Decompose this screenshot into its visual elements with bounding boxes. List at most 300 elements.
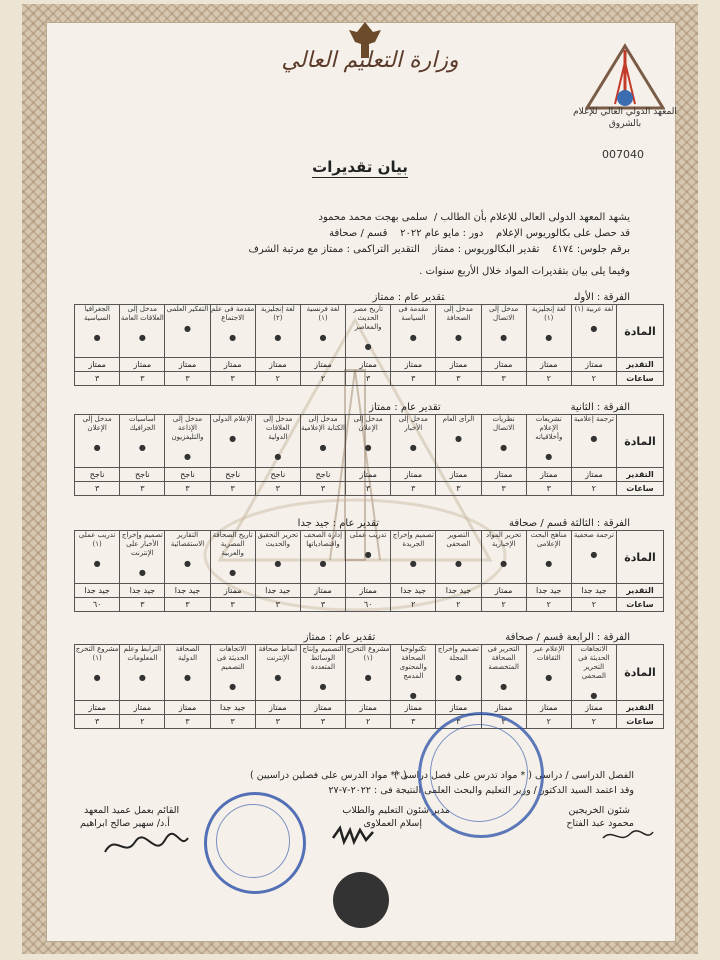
- hours-cell: ٣: [75, 715, 120, 729]
- note-two-semesters: ( ** مواد الدرس على فصلين دراسيين ): [250, 770, 407, 781]
- hours-cell: ٣: [481, 715, 526, 729]
- serial-number: 007040: [602, 148, 644, 161]
- subject-cell: [120, 415, 165, 468]
- cumulative-grade: التقدير التراكمى : ممتاز مع مرتبة الشرف: [248, 244, 420, 255]
- year-header: [373, 292, 630, 303]
- semester-dot-icon: ●: [274, 452, 282, 461]
- semester-dot-icon: ●: [274, 333, 282, 342]
- subject-cell: [436, 531, 481, 584]
- subject-cell: [526, 531, 571, 584]
- grade-cell: ممتاز: [346, 584, 391, 598]
- subject-cell: [571, 415, 616, 468]
- subject-cell: [75, 415, 120, 468]
- subject-name: تشريعات الإعلام وأخلاقياته: [535, 415, 563, 441]
- subject-name: الترابط وعلم المعلومات: [123, 645, 162, 662]
- seat-number: ٤١٧٤: [552, 244, 574, 255]
- subject-cell: [391, 305, 436, 358]
- row-label: ساعات: [617, 598, 664, 612]
- semester-dot-icon: ●: [409, 691, 417, 700]
- hours-cell: ٢: [571, 715, 616, 729]
- subject-name: مناهج البحث الإعلامى: [530, 531, 567, 548]
- subject-name: تدريب عملى (١): [78, 531, 116, 548]
- year-general-grade: تقدير عام : ممتاز: [372, 292, 445, 303]
- subject-cell: [481, 415, 526, 468]
- semester-dot-icon: ●: [319, 559, 327, 568]
- subject-row: [75, 531, 664, 584]
- grade-row: [75, 358, 664, 372]
- row-label: المادة: [617, 645, 664, 701]
- row-label: التقدير: [617, 358, 664, 372]
- semester-dot-icon: ●: [93, 333, 101, 342]
- student-affairs-signature: [330, 824, 376, 848]
- row-label: ساعات: [617, 482, 664, 496]
- hours-cell: ٣: [75, 482, 120, 496]
- subject-cell: [300, 645, 345, 701]
- hours-cell: ٣: [120, 482, 165, 496]
- grade-cell: ممتاز: [255, 358, 300, 372]
- hours-row: [75, 482, 664, 496]
- subject-name: ترجمة صحفية: [573, 531, 614, 539]
- subject-cell: [120, 645, 165, 701]
- semester-dot-icon: ●: [138, 673, 146, 682]
- ministry-title: وزارة التعليم العالي: [281, 48, 459, 73]
- grades-table: [74, 414, 664, 496]
- semester-dot-icon: ●: [184, 324, 191, 333]
- grade-cell: ناجح: [75, 468, 120, 482]
- semester-dot-icon: ●: [364, 443, 372, 452]
- grade-cell: ممتاز: [391, 701, 436, 715]
- hours-cell: ٢: [346, 715, 391, 729]
- subject-cell: [346, 645, 391, 701]
- year-title: الفرقة : الثانية: [570, 402, 630, 413]
- grade-cell: ناجح: [210, 468, 255, 482]
- subject-name: الجغرافيا السياسية: [83, 305, 111, 322]
- grade-cell: ناجح: [255, 468, 300, 482]
- subject-name: مشروع التخرج (١): [346, 645, 390, 662]
- subject-cell: [300, 305, 345, 358]
- grade-row: [75, 468, 664, 482]
- row-label: التقدير: [617, 701, 664, 715]
- year-title: الفرقة : الثالثة قسم / صحافة: [509, 518, 630, 529]
- document-title: بيان تقديرات: [312, 158, 408, 176]
- hours-cell: ٢: [436, 598, 481, 612]
- hours-cell: ٢: [571, 372, 616, 386]
- semester-dot-icon: ●: [409, 443, 417, 452]
- semester-dot-icon: ●: [454, 559, 462, 568]
- hours-cell: ٣: [210, 482, 255, 496]
- hours-cell: ٣: [165, 372, 210, 386]
- subject-name: مدخل إلى الكتابة الإعلامية: [300, 415, 345, 432]
- subject-cell: [210, 531, 255, 584]
- row-label: ساعات: [617, 715, 664, 729]
- grade-cell: ناجح: [300, 468, 345, 482]
- dean-signature: [100, 828, 190, 862]
- hours-cell: ٣: [346, 372, 391, 386]
- hours-cell: ٣: [165, 482, 210, 496]
- subject-name: مدخل إلى العلاقات الدولية: [263, 415, 293, 441]
- subject-cell: [165, 645, 210, 701]
- hours-cell: ٣: [391, 715, 436, 729]
- grade-cell: ممتاز: [120, 701, 165, 715]
- grade-cell: جيد جدا: [436, 584, 481, 598]
- subject-name: التصميم وإنتاج الوسائط المتعددة: [302, 645, 344, 671]
- hours-cell: ٣: [481, 482, 526, 496]
- hours-cell: ٣: [210, 598, 255, 612]
- grade-cell: ممتاز: [346, 358, 391, 372]
- hours-cell: ٣: [300, 715, 345, 729]
- grade-cell: ممتاز: [210, 584, 255, 598]
- hours-cell: ٣: [210, 372, 255, 386]
- subject-cell: [75, 531, 120, 584]
- student-affairs-name: إسلام العملاوى: [363, 818, 422, 829]
- graduates-affairs-title: شئون الخريجين: [568, 805, 630, 816]
- grade-cell: ممتاز: [436, 358, 481, 372]
- subject-cell: [391, 531, 436, 584]
- bottom-institute-emblem-icon: [333, 872, 389, 928]
- subject-cell: [526, 645, 571, 701]
- semester-dot-icon: ●: [184, 673, 191, 682]
- student-name: سلمى بهجت محمد محمود: [318, 212, 428, 223]
- subject-cell: [526, 305, 571, 358]
- hours-cell: ٢: [526, 715, 571, 729]
- blue-stamp-small-inner: [216, 804, 290, 878]
- semester-dot-icon: ●: [229, 568, 237, 577]
- grades-table: [74, 304, 664, 386]
- year-general-grade: تقدير عام : ممتاز: [369, 402, 441, 413]
- grade-cell: ممتاز: [481, 358, 526, 372]
- subject-cell: [481, 305, 526, 358]
- semester-dot-icon: ●: [590, 691, 598, 700]
- hours-cell: ٢: [120, 715, 165, 729]
- subject-cell: [210, 305, 255, 358]
- semester-dot-icon: ●: [454, 673, 462, 682]
- hours-cell: ٣: [255, 715, 300, 729]
- grade-cell: جيد جدا: [391, 584, 436, 598]
- hours-cell: ٣: [526, 482, 571, 496]
- grade-cell: ممتاز: [75, 358, 120, 372]
- subject-cell: [165, 415, 210, 468]
- semester-dot-icon: ●: [454, 434, 462, 443]
- subject-name: مقدمة فى السياسة: [398, 305, 429, 322]
- student-affairs-title: مدير شئون التعليم والطلاب: [342, 805, 450, 816]
- semester-dot-icon: ●: [364, 550, 372, 559]
- subject-name: لغة إنجليزية (١): [531, 305, 566, 322]
- semester-dot-icon: ●: [545, 333, 553, 342]
- grade-cell: ممتاز: [346, 701, 391, 715]
- semester-dot-icon: ●: [409, 559, 417, 568]
- subject-name: أساسيات الجرافيك: [129, 415, 156, 432]
- subject-row: [75, 415, 664, 468]
- intro-line-1: يشهد المعهد الدولى العالى للإعلام بأن الطالب / سلمى بهجت محمد محمود: [318, 212, 630, 223]
- subject-cell: [210, 645, 255, 701]
- subject-name: تصميم وإخراج الجريدة: [392, 531, 434, 548]
- subject-name: تحرير التحقيق والحديث: [257, 531, 299, 548]
- grade-cell: ممتاز: [300, 358, 345, 372]
- dean-title: القائم بعمل عميد المعهد: [84, 805, 180, 816]
- section: قسم / صحافة: [329, 228, 388, 239]
- grade-row: [75, 584, 664, 598]
- semester-dot-icon: ●: [93, 673, 101, 682]
- grade-cell: ممتاز: [571, 468, 616, 482]
- subject-name: مدخل إلى العلاقات العامة: [120, 305, 164, 322]
- subject-cell: [391, 415, 436, 468]
- subject-cell: [346, 531, 391, 584]
- hours-cell: ٣: [165, 715, 210, 729]
- grade-cell: ممتاز: [391, 358, 436, 372]
- semester-dot-icon: ●: [319, 443, 327, 452]
- hours-cell: ٣: [75, 372, 120, 386]
- grades-table: [74, 530, 664, 612]
- subject-name: مدخل إلى الإعلان: [82, 415, 112, 432]
- semester-dot-icon: ●: [500, 443, 508, 452]
- subject-cell: [255, 645, 300, 701]
- subject-name: مشروع التخرج (١): [75, 645, 119, 662]
- hours-cell: ٣: [165, 598, 210, 612]
- hours-cell: ٣: [255, 598, 300, 612]
- grade-row: [75, 701, 664, 715]
- subject-cell: [526, 415, 571, 468]
- subject-name: التفكير العلمى: [166, 305, 209, 313]
- semester-dot-icon: ●: [93, 443, 101, 452]
- subject-row: [75, 645, 664, 701]
- semester-dot-icon: ●: [409, 333, 417, 342]
- year-header: [369, 402, 630, 413]
- courses-intro: وفيما يلى بيان بتقديرات المواد خلال الأربع سنوات .: [419, 266, 630, 277]
- grade-cell: ممتاز: [300, 701, 345, 715]
- subject-name: تحرير المواد الإخبارية: [486, 531, 522, 548]
- subject-cell: [481, 645, 526, 701]
- semester-dot-icon: ●: [229, 682, 237, 691]
- row-label: التقدير: [617, 468, 664, 482]
- hours-cell: ٣: [210, 715, 255, 729]
- grades-table: [74, 644, 664, 729]
- year-title: الفرقة : الرابعة قسم / صحافة: [505, 632, 630, 643]
- subject-cell: [436, 645, 481, 701]
- grade-cell: ممتاز: [436, 701, 481, 715]
- hours-row: [75, 372, 664, 386]
- hours-cell: ٣: [436, 715, 481, 729]
- hours-cell: ٢: [300, 372, 345, 386]
- subject-name: التصوير الصحفى: [446, 531, 471, 548]
- subject-name: تصميم وإخراج الأخبار على الإنترنت: [121, 531, 163, 557]
- note-semester: الفصل الدراسى / دراسى ( * مواد تدرس على فصل دراسى ): [393, 770, 634, 781]
- hours-cell: ٣: [120, 372, 165, 386]
- grade-cell: ممتاز: [526, 468, 571, 482]
- row-label: المادة: [617, 305, 664, 358]
- year-general-grade: تقدير عام : جيد جدا: [297, 518, 380, 529]
- subject-name: لغة فرنسية (١): [306, 305, 340, 322]
- semester-dot-icon: ●: [229, 434, 237, 443]
- subject-cell: [436, 305, 481, 358]
- hours-cell: ٢: [255, 372, 300, 386]
- grade-cell: جيد جدا: [255, 584, 300, 598]
- hours-cell: ٣: [346, 482, 391, 496]
- grade-cell: ممتاز: [165, 358, 210, 372]
- subject-cell: [571, 645, 616, 701]
- graduates-affairs-signature: [600, 826, 656, 846]
- subject-cell: [120, 305, 165, 358]
- grade-cell: ممتاز: [571, 701, 616, 715]
- subject-name: مدخل إلى الإعلان: [353, 415, 383, 432]
- subject-name: تدريب عملى: [349, 531, 387, 539]
- row-label: المادة: [617, 415, 664, 468]
- hours-cell: ٣: [391, 372, 436, 386]
- semester-dot-icon: ●: [138, 568, 146, 577]
- subject-cell: [571, 531, 616, 584]
- row-label: ساعات: [617, 372, 664, 386]
- semester-dot-icon: ●: [274, 673, 282, 682]
- institute-logo-icon: [585, 42, 665, 112]
- blue-seal-stamp-inner: [430, 724, 528, 822]
- grade-cell: ممتاز: [481, 584, 526, 598]
- subject-name: مدخل إلى الصحافة: [443, 305, 474, 322]
- subject-cell: [300, 531, 345, 584]
- year-header: [298, 518, 630, 529]
- approval-line: وقد اعتمد السيد الدكتور / وزير التعليم والبحث العلمى النتيجة فى : ٢٠٢٢-٧-٢٧: [328, 785, 634, 796]
- grade-cell: ممتاز: [526, 701, 571, 715]
- grade-cell: ممتاز: [300, 584, 345, 598]
- session: دور : مايو عام ٢٠٢٢: [400, 228, 484, 239]
- grade-cell: ممتاز: [526, 358, 571, 372]
- semester-dot-icon: ●: [184, 452, 191, 461]
- semester-dot-icon: ●: [500, 559, 508, 568]
- grade-cell: ممتاز: [481, 468, 526, 482]
- hours-row: [75, 598, 664, 612]
- subject-cell: [210, 415, 255, 468]
- hours-cell: ٦٠: [346, 598, 391, 612]
- intro-line-3: برقم جلوس: ٤١٧٤ تقدير البكالوريوس : ممتاز التقدير التراكمى : ممتاز مع مرتبة الشرف: [248, 244, 630, 255]
- grade-cell: ممتاز: [165, 701, 210, 715]
- hours-cell: ٣: [300, 482, 345, 496]
- year-title: الفرقة : الأولى: [574, 292, 630, 303]
- hours-cell: ٢: [571, 482, 616, 496]
- year-header: [304, 632, 630, 643]
- subject-row: [75, 305, 664, 358]
- institute-name: المعهد الدولي العالي للإعلام بالشروق: [573, 107, 677, 129]
- subject-name: الإعلام الدولى: [212, 415, 253, 423]
- semester-dot-icon: ●: [184, 559, 191, 568]
- subject-cell: [436, 415, 481, 468]
- subject-cell: [571, 305, 616, 358]
- semester-dot-icon: ●: [364, 342, 372, 351]
- subject-name: مدخل إلى الأخبار: [398, 415, 428, 432]
- subject-cell: [165, 531, 210, 584]
- grade-cell: ممتاز: [481, 701, 526, 715]
- semester-dot-icon: ●: [545, 452, 553, 461]
- subject-name: الصحافة الدولية: [175, 645, 200, 662]
- semester-dot-icon: ●: [138, 333, 146, 342]
- bachelor-grade: تقدير البكالوريوس : ممتاز: [432, 244, 540, 255]
- grade-cell: ناجح: [165, 468, 210, 482]
- hours-cell: ٢: [526, 372, 571, 386]
- hours-cell: ٢: [526, 598, 571, 612]
- subject-name: تاريخ الصحافة المصرية والعربية: [212, 531, 253, 557]
- semester-dot-icon: ●: [93, 559, 101, 568]
- grade-cell: جيد جدا: [526, 584, 571, 598]
- subject-name: إدارة الصحف واقتصادياتها: [303, 531, 343, 548]
- subject-cell: [255, 531, 300, 584]
- subject-name: الاتجاهات الحديثة فى التحرير الصحفى: [578, 645, 610, 680]
- grade-cell: جيد جدا: [75, 584, 120, 598]
- grade-cell: جيد جدا: [120, 584, 165, 598]
- semester-dot-icon: ●: [319, 682, 327, 691]
- subject-name: ترجمة إعلامية: [573, 415, 614, 423]
- hours-cell: ٢: [481, 598, 526, 612]
- subject-cell: [391, 645, 436, 701]
- hours-cell: ٣: [391, 482, 436, 496]
- subject-name: تصميم وإخراج المجلة: [437, 645, 479, 662]
- subject-name: مدخل إلى الإذاعة والتليفزيون: [171, 415, 204, 441]
- hours-cell: ٣: [436, 482, 481, 496]
- semester-dot-icon: ●: [500, 333, 508, 342]
- subject-name: التقارير الاستقصائية: [170, 531, 205, 548]
- hours-cell: ٢: [391, 598, 436, 612]
- row-label: التقدير: [617, 584, 664, 598]
- hours-cell: ٣: [255, 482, 300, 496]
- subject-cell: [165, 305, 210, 358]
- grade-cell: ممتاز: [255, 701, 300, 715]
- subject-cell: [75, 645, 120, 701]
- subject-cell: [255, 305, 300, 358]
- semester-dot-icon: ●: [229, 333, 237, 342]
- hours-cell: ٣: [436, 372, 481, 386]
- hours-cell: ٦٠: [75, 598, 120, 612]
- year-general-grade: تقدير عام : ممتاز: [303, 632, 376, 643]
- grade-cell: ممتاز: [75, 701, 120, 715]
- semester-dot-icon: ●: [590, 550, 598, 559]
- dean-name: أ.د/ سهير صالح ابراهيم: [80, 818, 170, 829]
- intro-line-2: قد حصل على بكالوريوس الإعلام دور : مايو عام ٢٠٢٢ قسم / صحافة: [329, 228, 630, 239]
- subject-name: أنماط صحافة الإنترنت: [258, 645, 298, 662]
- subject-cell: [75, 305, 120, 358]
- grade-cell: ممتاز: [391, 468, 436, 482]
- subject-name: مقدمة فى علم الاجتماع: [211, 305, 255, 322]
- row-label: المادة: [617, 531, 664, 584]
- semester-dot-icon: ●: [274, 559, 282, 568]
- subject-cell: [481, 531, 526, 584]
- subject-name: نظريات الاتصال: [492, 415, 515, 432]
- subject-name: تكنولوجيا الصحافة والمحتوى المدمج: [399, 645, 427, 680]
- grade-cell: ناجح: [120, 468, 165, 482]
- semester-dot-icon: ●: [364, 673, 372, 682]
- semester-dot-icon: ●: [545, 673, 553, 682]
- semester-dot-icon: ●: [454, 333, 462, 342]
- subject-name: الإعلام عبر الثقافات: [533, 645, 565, 662]
- grade-cell: ممتاز: [436, 468, 481, 482]
- graduates-affairs-name: محمود عبد الفتاح: [566, 818, 634, 829]
- hours-cell: ٣: [120, 598, 165, 612]
- subject-name: مدخل إلى الاتصال: [489, 305, 519, 322]
- semester-dot-icon: ●: [319, 333, 327, 342]
- subject-name: الرأى العام: [442, 415, 475, 423]
- subject-cell: [346, 305, 391, 358]
- grade-cell: ممتاز: [571, 358, 616, 372]
- grade-cell: جيد جدا: [210, 701, 255, 715]
- semester-dot-icon: ●: [545, 559, 553, 568]
- semester-dot-icon: ●: [590, 324, 598, 333]
- grade-cell: جيد جدا: [165, 584, 210, 598]
- grade-cell: ممتاز: [120, 358, 165, 372]
- subject-name: لغة إنجليزية (٢): [260, 305, 295, 322]
- semester-dot-icon: ●: [500, 682, 508, 691]
- subject-name: تاريخ مصر الحديث والمعاصر: [353, 305, 384, 331]
- subject-name: لغة عربية (١): [574, 305, 614, 313]
- subject-name: التحرير فى الصحافة المتخصصة: [487, 645, 520, 671]
- subject-cell: [255, 415, 300, 468]
- grade-cell: ممتاز: [210, 358, 255, 372]
- semester-dot-icon: ●: [138, 443, 146, 452]
- hours-cell: ٣: [481, 372, 526, 386]
